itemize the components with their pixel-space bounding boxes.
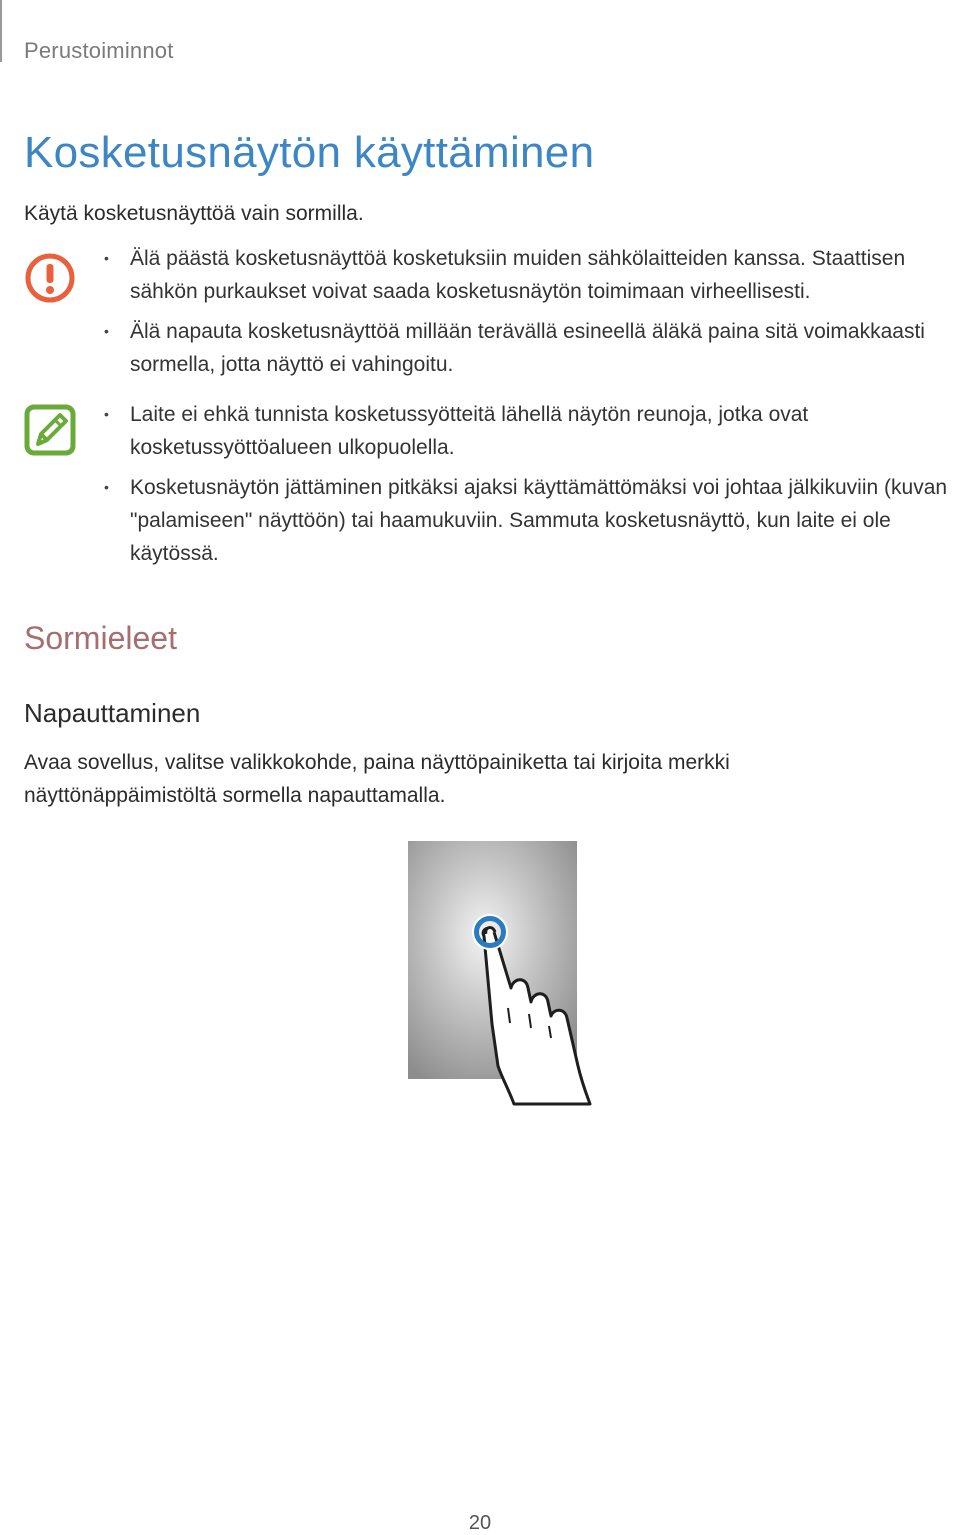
caution-list xyxy=(104,242,960,388)
list-item xyxy=(104,242,960,308)
bullet-dot: • xyxy=(104,406,109,422)
list-item-text: Laite ei ehkä tunnista kosketussyötteitä lähellä näytön reunoja, jotka ovat kosketussyöttöalueen ulkopuolella. xyxy=(130,403,809,459)
page-margin-rule xyxy=(0,0,2,62)
bullet-dot: • xyxy=(104,479,109,495)
list-item-text: Älä napauta kosketusnäyttöä millään terävällä esineellä äläkä paina sitä voimakkaasti sormella, jotta näyttö ei vahingoitu. xyxy=(130,320,925,376)
list-item xyxy=(104,398,960,464)
list-item-text: Kosketusnäytön jättäminen pitkäksi ajaksi käyttämättömäksi voi johtaa jälkikuviin (kuvan "palamiseen" näyttöön) tai haamukuviin. Sammuta kosketusnäyttö, kun laite ei ole käytössä. xyxy=(130,476,948,565)
pencil-note-icon xyxy=(24,404,76,456)
running-header: Perustoiminnot xyxy=(24,38,174,63)
body-paragraph: Avaa sovellus, valitse valikkokohde, paina näyttöpainiketta tai kirjoita merkki näyttönäppäimistöltä sormella napauttamalla. xyxy=(24,751,730,807)
page-number: 20 xyxy=(468,1512,492,1534)
exclamation-icon xyxy=(24,252,76,304)
bullet-dot: • xyxy=(104,250,109,266)
list-item xyxy=(104,471,960,570)
tap-gesture-icon xyxy=(400,838,600,1108)
page-title: Kosketusnäytön käyttäminen xyxy=(24,128,595,177)
list-item xyxy=(104,315,960,381)
intro-text: Käytä kosketusnäyttöä vain sormilla. xyxy=(24,202,364,225)
list-item-text: Älä päästä kosketusnäyttöä kosketuksiin muiden sähkölaitteiden kanssa. Staattisen sähkön purkaukset voivat saada kosketusnäytön toimimaan virheellisesti. xyxy=(130,247,906,303)
bullet-dot: • xyxy=(104,323,109,339)
section-title: Sormieleet xyxy=(24,620,177,656)
note-block xyxy=(24,398,960,578)
caution-block xyxy=(24,247,960,390)
note-list xyxy=(104,398,960,577)
subsection-title: Napauttaminen xyxy=(24,698,201,728)
